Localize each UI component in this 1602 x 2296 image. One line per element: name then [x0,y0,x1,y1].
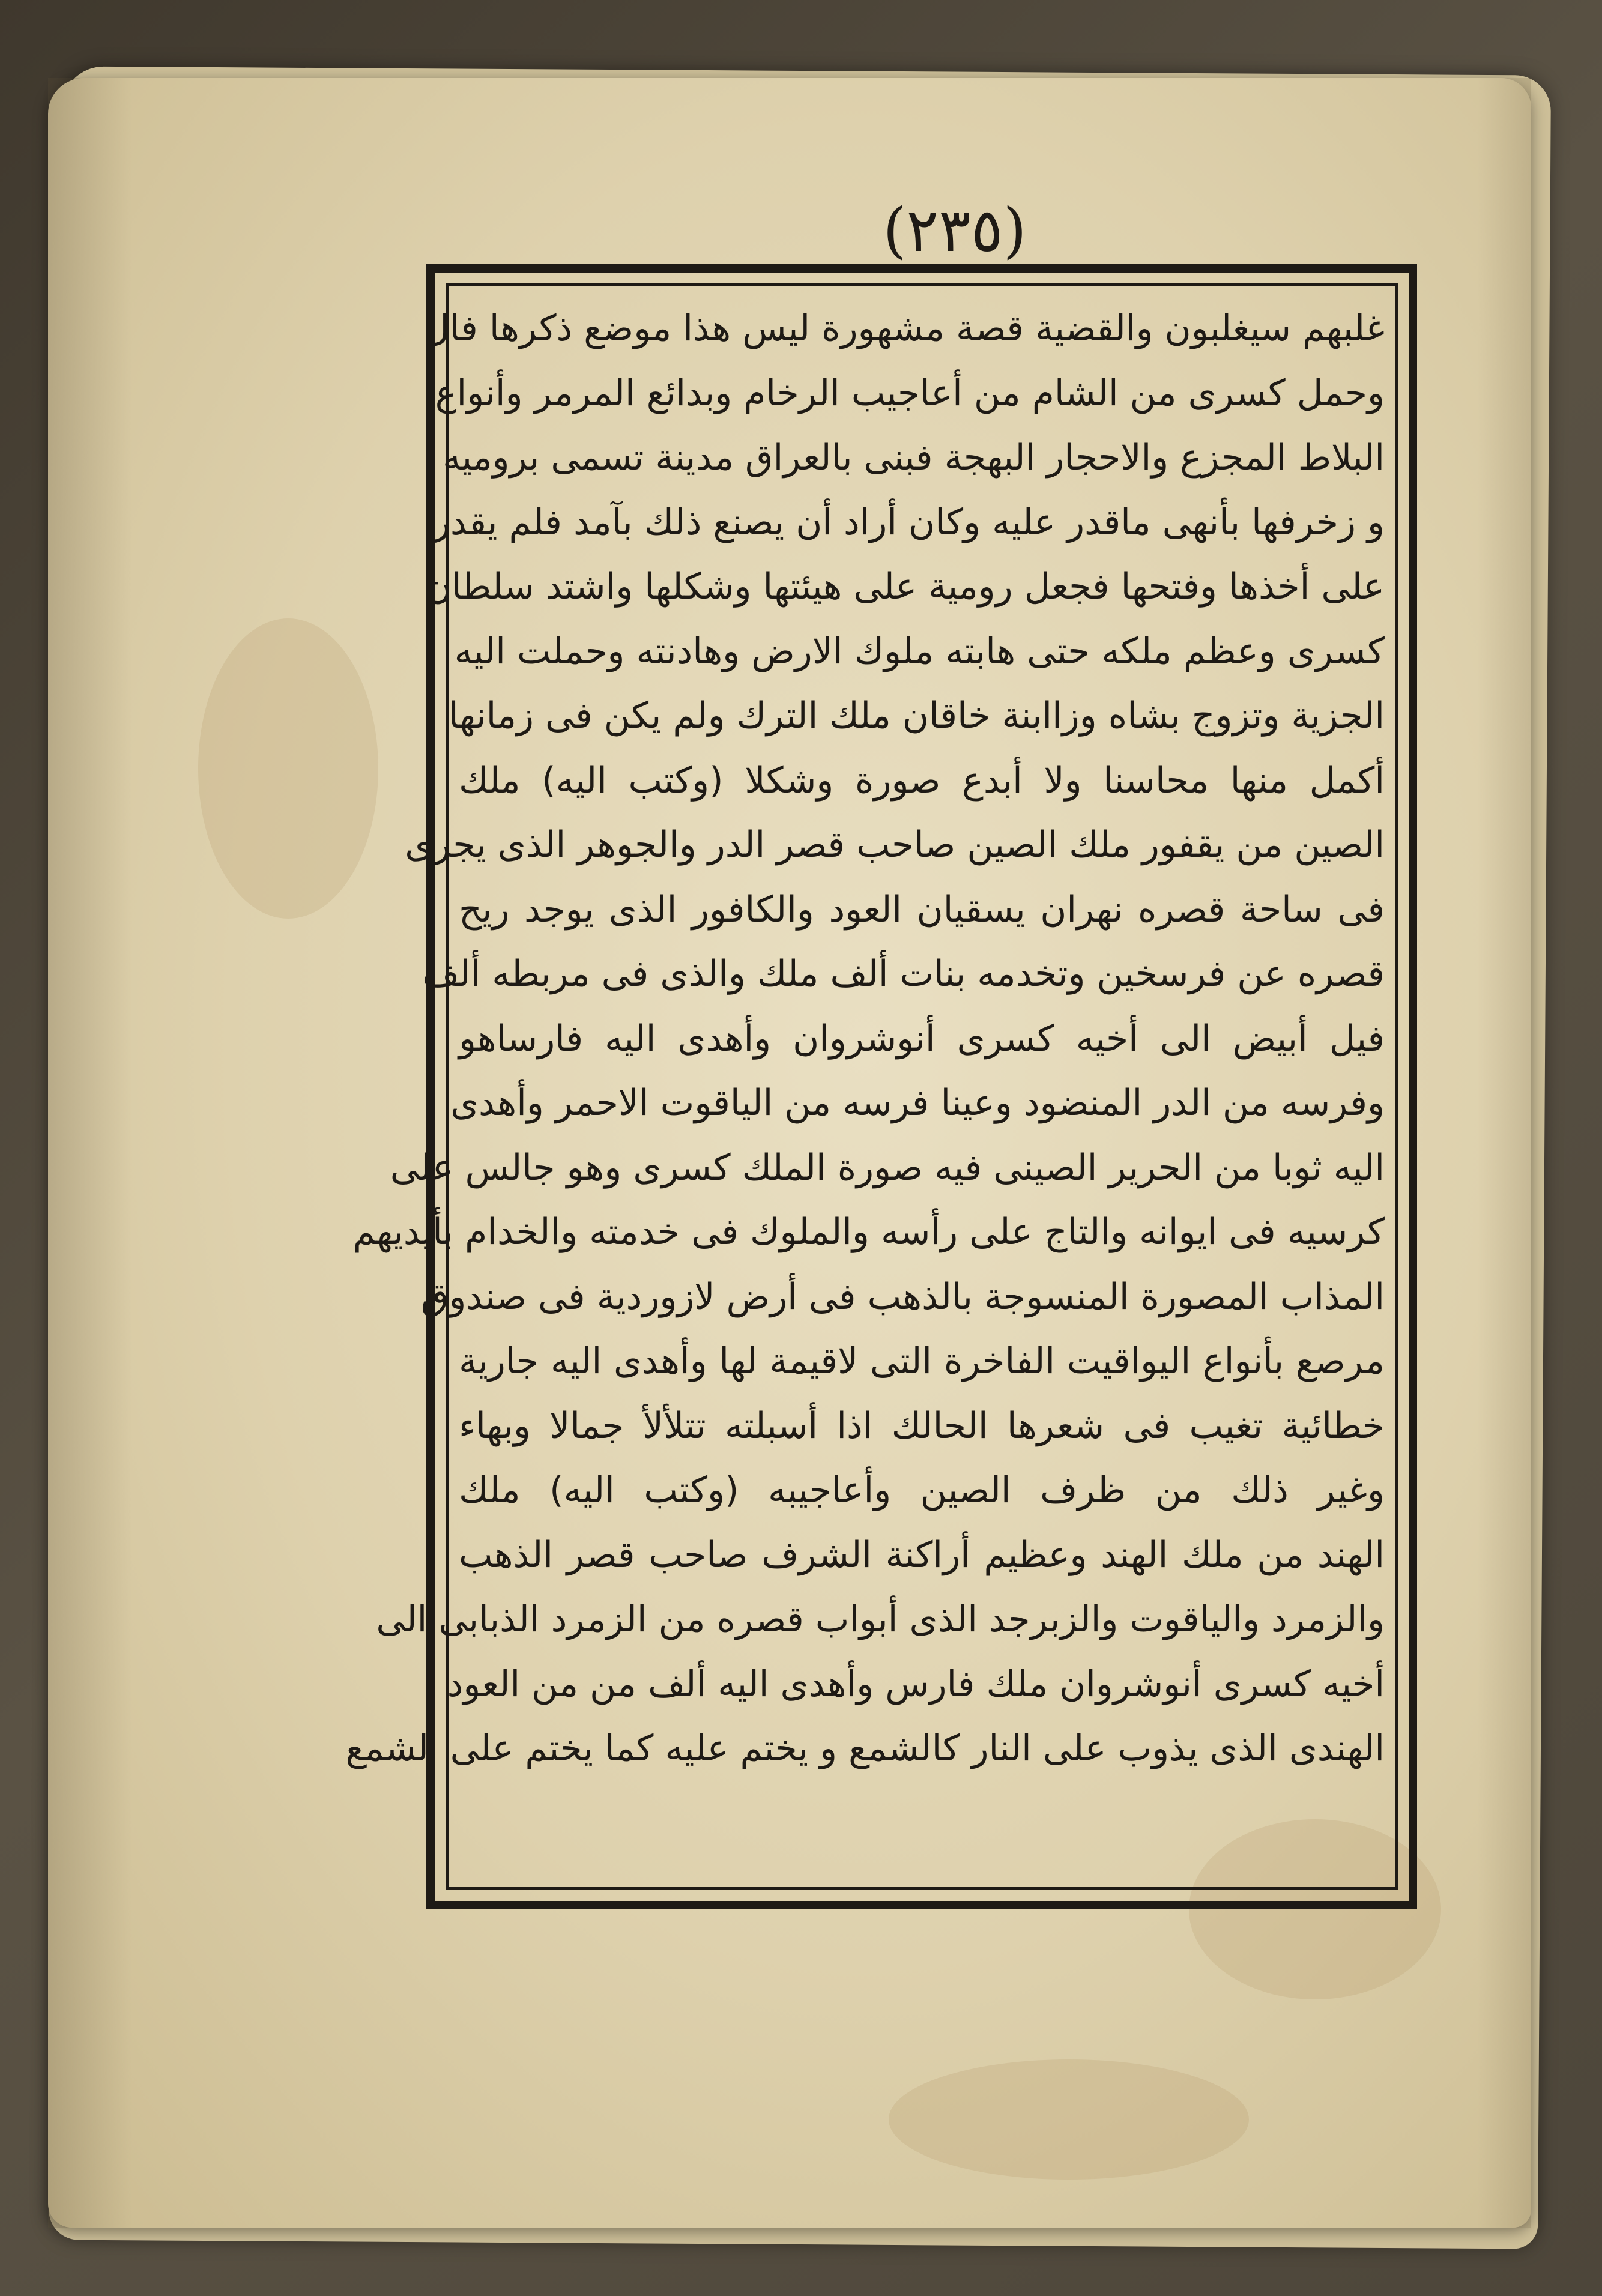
text-line: و زخرفها بأنهى ماقدر عليه وكان أراد أن يصنع ذلك بآمد فلم يقدر [432,501,1385,543]
text-line: الصين من يقفور ملك الصين صاحب قصر الدر والجوهر الذى يجرى [405,824,1385,866]
text-line: الجزية وتزوج بشاه وزاابنة خاقان ملك الترك ولم يكن فى زمانها [448,695,1385,737]
page-number: (٢٣٥) [883,195,1027,265]
text-line: أكمل منها محاسنا ولا أبدع صورة وشكلا (وكتب اليه) ملك [459,759,1385,802]
text-line: وفرسه من الدر المنضود وعينا فرسه من الياقوت الاحمر وأهدى [450,1082,1385,1124]
text-line: المذاب المصورة المنسوجة بالذهب فى أرض لازوردية فى صندوق [420,1275,1385,1318]
text-line: كسرى وعظم ملكه حتى هابته ملوك الارض وهادنته وحملت اليه [454,630,1385,672]
text-line: كرسيه فى ايوانه والتاج على رأسه والملوك فى خدمته والخدام بأيديهم [352,1211,1385,1253]
text-line: الهندى الذى يذوب على النار كالشمع و يختم عليه كما يختم على الشمع [345,1727,1385,1769]
body-text [345,297,1385,1781]
text-line: مرصع بأنواع اليواقيت الفاخرة التى لاقيمة لها وأهدى اليه جارية [459,1340,1385,1382]
text-line: والزمرد والياقوت والزبرجد الذى أبواب قصره من الزمرد الذبابى الى [376,1598,1385,1640]
paper-stain [198,618,378,919]
text-line: أخيه كسرى أنوشروان ملك فارس وأهدى اليه ألف من من العود [447,1663,1385,1705]
text-line: على أخذها وفتحها فجعل رومية على هيئتها وشكلها واشتد سلطان [425,566,1385,608]
paper-stain [889,2059,1249,2180]
text-frame [345,264,1417,1909]
text-line: قصره عن فرسخين وتخدمه بنات ألف ملك والذى فى مربطه ألف [422,953,1385,995]
text-line: فيل أبيض الى أخيه كسرى أنوشروان وأهدى اليه فارساهو [459,1017,1385,1060]
text-line: وحمل كسرى من الشام من أعاجيب الرخام وبدائع المرمر وأنواع [435,372,1385,414]
text-line: خطائية تغيب فى شعرها الحالك اذا أسبلته تتلألأ جمالا وبهاء [459,1404,1385,1447]
text-line: غلبهم سيغلبون والقضية قصة مشهورة ليس هذا موضع ذكرها فال [423,307,1385,349]
text-line: الهند من ملك الهند وعظيم أراكنة الشرف صاحب قصر الذهب [459,1533,1385,1576]
text-line: البلاط المجزع والاحجار البهجة فبنى بالعراق مدينة تسمى بروميه [443,437,1385,479]
text-line: وغير ذلك من ظرف الصين وأعاجيبه (وكتب اليه) ملك [459,1469,1385,1511]
text-line: اليه ثوبا من الحرير الصينى فيه صورة الملك كسرى وهو جالس على [390,1146,1385,1189]
text-line: فى ساحة قصره نهران يسقيان العود والكافور الذى يوجد ريح [459,888,1385,931]
